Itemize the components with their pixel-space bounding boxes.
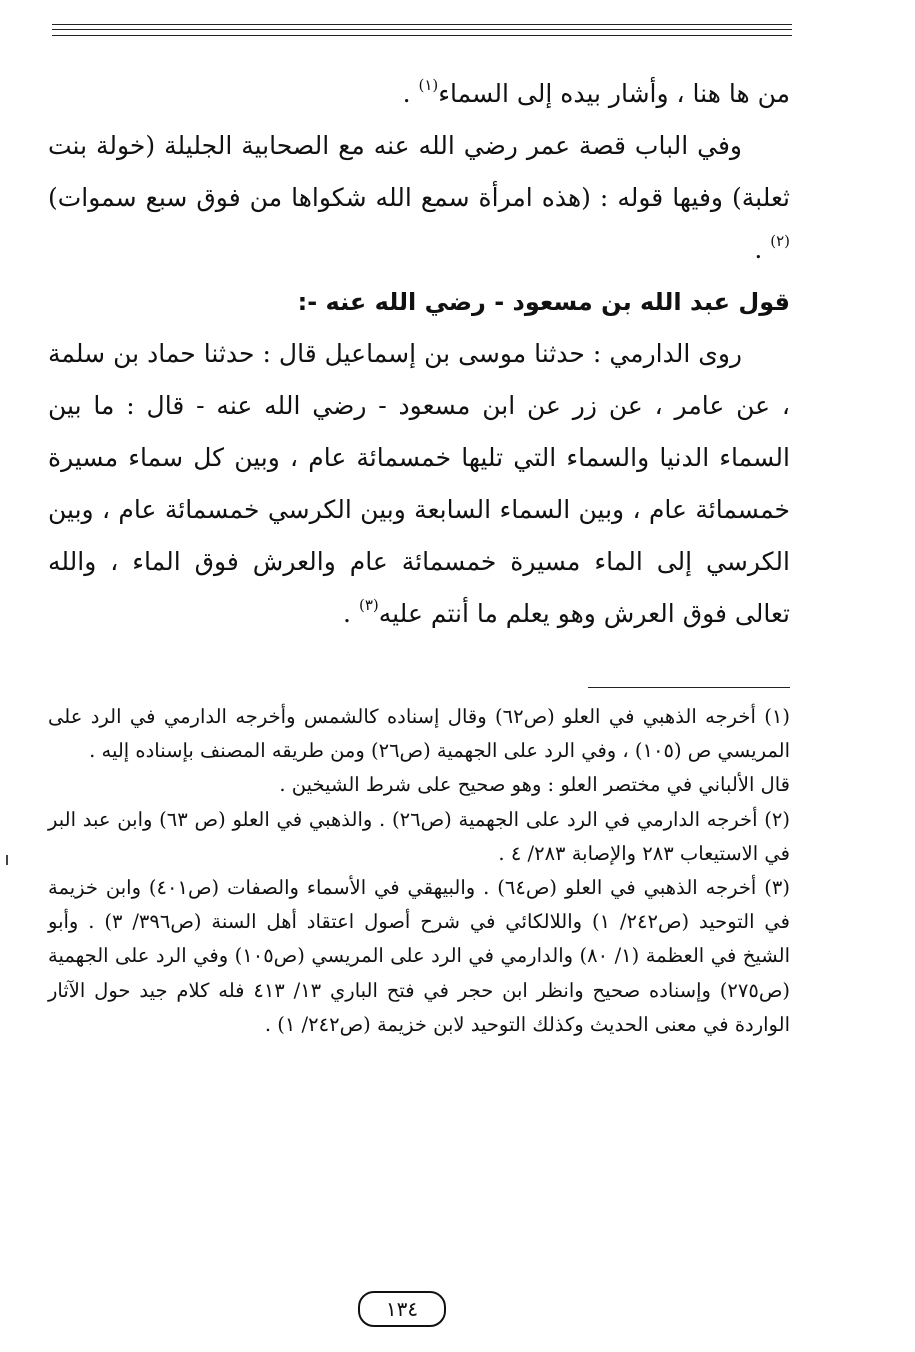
header-rule-top bbox=[52, 24, 792, 25]
paragraph-3 bbox=[48, 328, 790, 640]
paragraph-1 bbox=[48, 68, 790, 120]
footnote-ref-3[interactable]: (٣) bbox=[358, 596, 379, 614]
paragraph-1-end: . bbox=[402, 79, 419, 108]
paragraph-2 bbox=[48, 120, 790, 276]
footnote-1: (١) أخرجه الذهبي في العلو (ص٦٢) وقال إسناده كالشمس وأخرجه الدارمي في الرد على المريسي ص (١٠٥) ، وفي الرد على الجهمية (ص٢٦) ومن طريقه المصنف بإسناده إليه . bbox=[48, 705, 790, 763]
footnotes bbox=[48, 700, 790, 1042]
footnote-separator bbox=[588, 687, 790, 688]
paragraph-1-text: من ها هنا ، وأشار بيده إلى السماء bbox=[438, 79, 790, 108]
main-text bbox=[48, 68, 790, 640]
header-rule-middle bbox=[52, 29, 792, 30]
footnote-1-note: قال الألباني في مختصر العلو : وهو صحيح على شرط الشيخين . bbox=[279, 773, 790, 797]
footnote-2: (٢) أخرجه الدارمي في الرد على الجهمية (ص٢٦) . والذهبي في العلو (ص ٦٣) وابن عبد البر في الاستيعاب ٢٨٣ والإصابة ٢٨٣/ ٤ . bbox=[48, 807, 790, 865]
footnote-ref-1[interactable]: (١) bbox=[418, 76, 439, 94]
footnote-ref-2[interactable]: (٢) bbox=[770, 232, 790, 250]
paragraph-3-text: روى الدارمي : حدثنا موسى بن إسماعيل قال : حدثنا حماد بن سلمة ، عن عامر ، عن زر عن ابن مسعود - رضي الله عنه - قال : ما بين السماء الدنيا والسماء التي تليها خمسمائة عام ، وبين كل سماء مسيرة خمسمائة عام ، وبين السماء السابعة وبين الكرسي خمسمائة عام ، وبين الكرسي إلى الماء مسيرة خمسمائة عام والعرش فوق الماء ، والله تعالى فوق العرش وهو يعلم ما أنتم عليه bbox=[48, 339, 791, 628]
header-rule-bottom bbox=[52, 35, 792, 36]
paragraph-3-end: . bbox=[343, 599, 359, 628]
page-number: ١٣٤ bbox=[358, 1291, 446, 1327]
paragraph-2-text: وفي الباب قصة عمر رضي الله عنه مع الصحابية الجليلة (خولة بنت ثعلبة) وفيها قوله : (هذه امرأة سمع الله شكواها من فوق سبع سموات) bbox=[48, 131, 790, 212]
margin-mark bbox=[6, 855, 8, 865]
section-heading: قول عبد الله بن مسعود - رضي الله عنه -: bbox=[297, 288, 790, 316]
paragraph-2-end: . bbox=[754, 235, 771, 264]
footnote-3: (٣) أخرجه الذهبي في العلو (ص٦٤) . والبيهقي في الأسماء والصفات (ص٤٠١) وابن خزيمة في التوحيد (ص٢٤٢/ ١) واللالكائي في شرح أصول اعتقاد أهل السنة (ص٣٩٦/ ٣) . وأبو الشيخ في العظمة (١/ ٨٠) والدارمي في الرد على المريسي (ص١٠٥) وفي الرد على الجهمية (ص٢٧٥) وإسناده صحيح وانظر ابن حجر في فتح الباري ١٣/ ٤١٣ فله كلام جيد حول الآثار الواردة في معنى الحديث وكذلك التوحيد لابن خزيمة (ص٢٤٢/ ١) . bbox=[48, 876, 791, 1036]
